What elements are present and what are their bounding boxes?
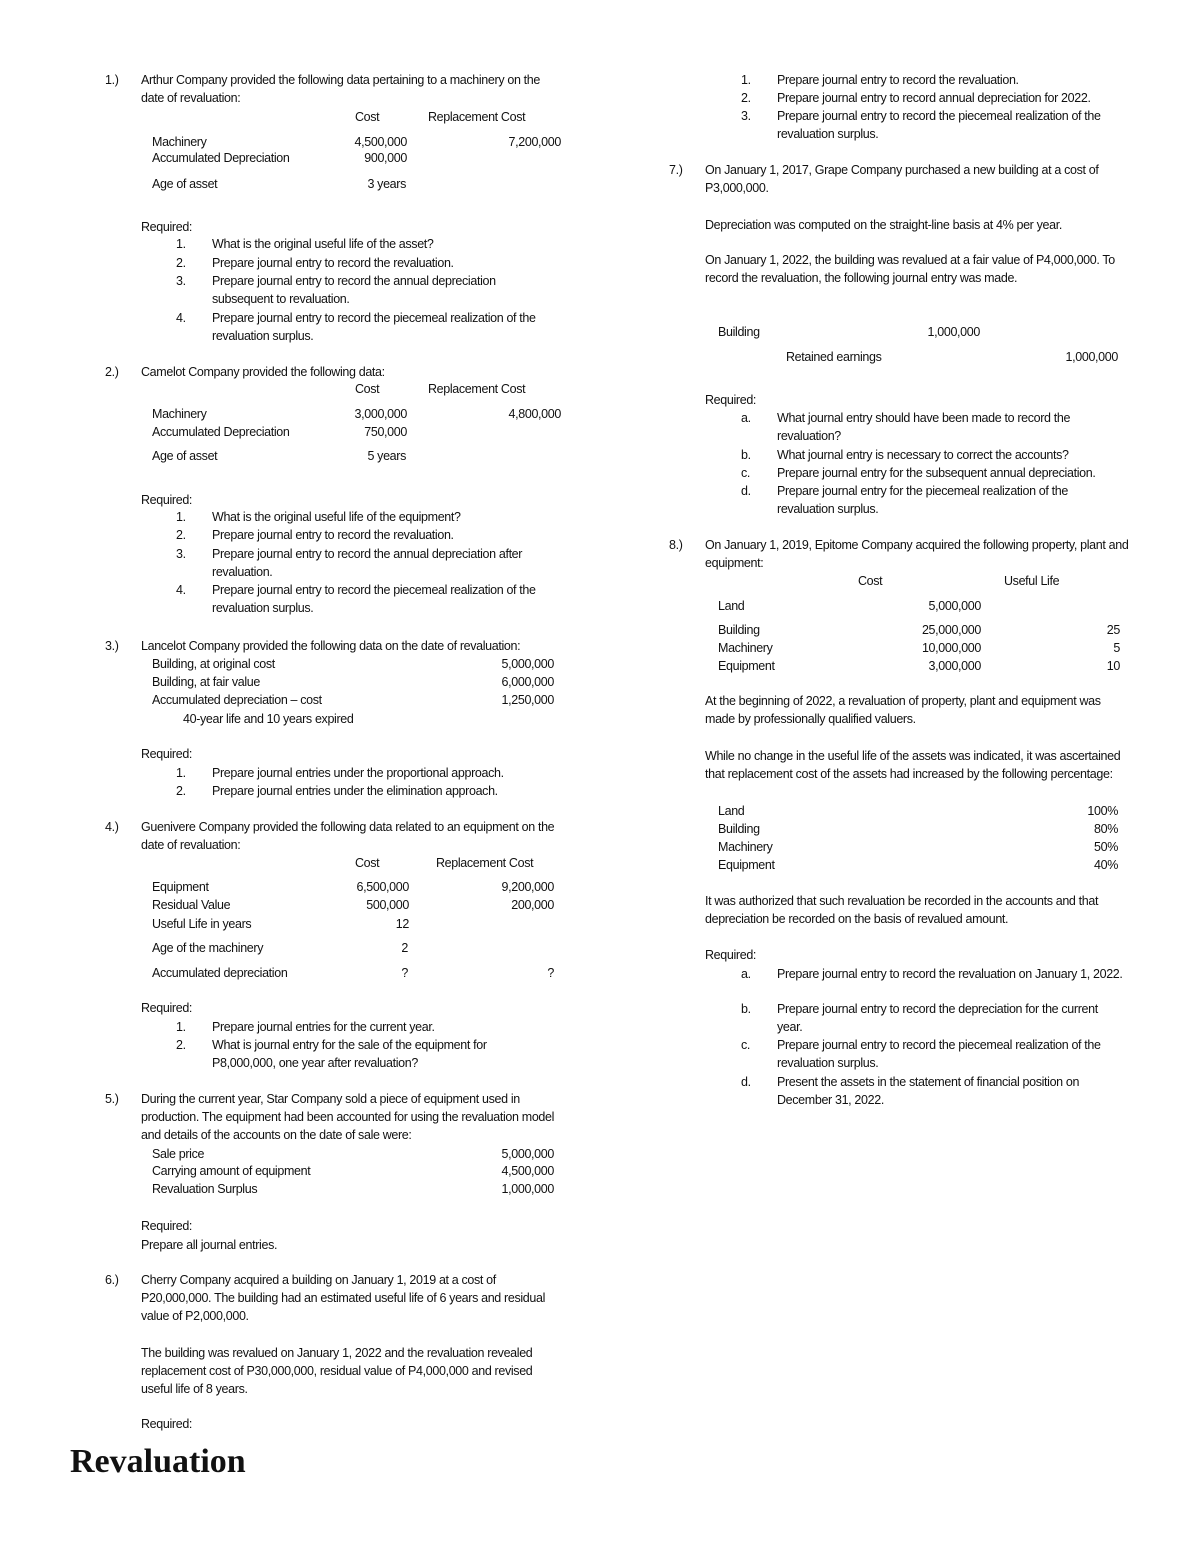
q6-item-number: 3. xyxy=(741,109,751,123)
q8-required: Required: xyxy=(705,948,757,962)
q8-text: At the beginning of 2022, a revaluation of property, plant and equipment was made by professionally qualified valuers. xyxy=(705,694,1101,726)
q8-row-cost: 10,000,000 xyxy=(921,641,981,655)
q2-row-label: Machinery xyxy=(152,407,207,421)
q4-row-cost: 12 xyxy=(395,917,409,931)
q8-text: It was authorized that such revaluation be recorded in the accounts and that depreciation be recorded on the basis of revalued amount. xyxy=(705,894,1099,926)
q5-row-label: Carrying amount of equipment xyxy=(152,1164,311,1178)
q4-item: What is journal entry for the sale of the equipment for P8,000,000, one year after revaluation? xyxy=(212,1038,487,1070)
q6-required: Required: xyxy=(141,1417,193,1431)
q7-entry-debit-account: Building xyxy=(718,325,760,339)
q8-item: Prepare journal entry to record the depreciation for the current year. xyxy=(777,1002,1098,1034)
q1-item-number: 1. xyxy=(176,237,186,251)
q1-item-number: 2. xyxy=(176,256,186,270)
q4-row-label: Residual Value xyxy=(152,898,231,912)
q5-number: 5.) xyxy=(105,1092,119,1106)
q8-row-life: 5 xyxy=(1113,641,1120,655)
q8-row-label: Land xyxy=(718,599,745,613)
q1-row-cost: 3 years xyxy=(367,177,406,191)
q8-pct-label: Land xyxy=(718,804,745,818)
q3-item: Prepare journal entries under the elimination approach. xyxy=(212,784,498,798)
q2-row-label: Accumulated Depreciation xyxy=(152,425,290,439)
q2-row-label: Age of asset xyxy=(152,449,218,463)
q4-required: Required: xyxy=(141,1001,193,1015)
q7-text: On January 1, 2022, the building was revalued at a fair value of P4,000,000. To record the revaluation, the following journal entry was made. xyxy=(705,253,1115,285)
q8-row-label: Machinery xyxy=(718,641,773,655)
q3-row-label: Accumulated depreciation – cost xyxy=(152,693,322,707)
q8-row-cost: 25,000,000 xyxy=(921,623,981,637)
q8-pct-label: Equipment xyxy=(718,858,775,872)
q2-row-replacement: 4,800,000 xyxy=(508,407,561,421)
q5-row-value: 4,500,000 xyxy=(501,1164,554,1178)
q6-text: Cherry Company acquired a building on January 1, 2019 at a cost of P20,000,000. The building had an estimated useful life of 6 years and residual value of P2,000,000. xyxy=(141,1273,546,1323)
q8-item: Present the assets in the statement of financial position on December 31, 2022. xyxy=(777,1075,1080,1107)
q4-text: Guenivere Company provided the following data related to an equipment on the date of revaluation: xyxy=(141,820,555,852)
q4-row-cost: 500,000 xyxy=(366,898,409,912)
q4-row-cost: 6,500,000 xyxy=(356,880,409,894)
q2-item-number: 2. xyxy=(176,528,186,542)
q1-item: What is the original useful life of the asset? xyxy=(212,237,434,251)
q6-item: Prepare journal entry to record the revaluation. xyxy=(777,73,1019,87)
q1-row-label: Age of asset xyxy=(152,177,218,191)
q1-row-label: Accumulated Depreciation xyxy=(152,151,290,165)
q8-pct-value: 40% xyxy=(1094,858,1118,872)
q8-text: On January 1, 2019, Epitome Company acquired the following property, plant and equipment: xyxy=(705,538,1129,570)
q3-required: Required: xyxy=(141,747,193,761)
q8-item-number: d. xyxy=(741,1075,751,1089)
q3-item-number: 1. xyxy=(176,766,186,780)
q4-row-replacement: ? xyxy=(547,966,554,980)
q3-text: Lancelot Company provided the following data on the date of revaluation: xyxy=(141,639,521,653)
q8-header-life: Useful Life xyxy=(1004,574,1060,588)
q7-item: Prepare journal entry for the piecemeal realization of the revaluation surplus. xyxy=(777,484,1068,516)
q7-item-number: b. xyxy=(741,448,751,462)
q7-text: Depreciation was computed on the straight-line basis at 4% per year. xyxy=(705,218,1062,232)
q2-item-number: 1. xyxy=(176,510,186,524)
q1-row-cost: 4,500,000 xyxy=(354,135,407,149)
q6-item: Prepare journal entry to record annual depreciation for 2022. xyxy=(777,91,1091,105)
q2-item: Prepare journal entry to record the revaluation. xyxy=(212,528,454,542)
q4-item-number: 2. xyxy=(176,1038,186,1052)
q6-text: The building was revalued on January 1, 2022 and the revaluation revealed replacement cost of P30,000,000, residual value of P4,000,000 and revised useful life of 8 years. xyxy=(141,1346,533,1396)
q5-row-label: Revaluation Surplus xyxy=(152,1182,258,1196)
q4-item-number: 1. xyxy=(176,1020,186,1034)
q8-text: While no change in the useful life of the assets was indicated, it was ascertained that replacement cost of the assets had increased by the following percentage: xyxy=(705,749,1121,781)
q8-number: 8.) xyxy=(669,538,683,552)
q7-entry-credit-account: Retained earnings xyxy=(786,350,882,364)
q1-item: Prepare journal entry to record the piecemeal realization of the revaluation surplus. xyxy=(212,311,536,343)
q8-pct-value: 50% xyxy=(1094,840,1118,854)
q1-row-replacement: 7,200,000 xyxy=(508,135,561,149)
q7-item: What journal entry should have been made to record the revaluation? xyxy=(777,411,1071,443)
q3-item: Prepare journal entries under the proportional approach. xyxy=(212,766,504,780)
q8-pct-value: 80% xyxy=(1094,822,1118,836)
q3-number: 3.) xyxy=(105,639,119,653)
q8-item-number: c. xyxy=(741,1038,751,1052)
q2-item-number: 4. xyxy=(176,583,186,597)
q4-row-label: Age of the machinery xyxy=(152,941,264,955)
q4-row-replacement: 200,000 xyxy=(511,898,554,912)
q6-item: Prepare journal entry to record the piecemeal realization of the revaluation surplus. xyxy=(777,109,1101,141)
q3-row-label: Building, at original cost xyxy=(152,657,275,671)
q6-item-number: 1. xyxy=(741,73,751,87)
q7-item-number: d. xyxy=(741,484,751,498)
q2-required: Required: xyxy=(141,493,193,507)
q4-item: Prepare journal entries for the current year. xyxy=(212,1020,435,1034)
q2-row-cost: 5 years xyxy=(367,449,406,463)
q3-item-number: 2. xyxy=(176,784,186,798)
page-title: Revaluation xyxy=(70,1443,246,1480)
q6-item-number: 2. xyxy=(741,91,751,105)
q2-row-cost: 3,000,000 xyxy=(354,407,407,421)
q2-header-cost: Cost xyxy=(355,382,380,396)
q7-item: What journal entry is necessary to correct the accounts? xyxy=(777,448,1069,462)
q2-item-number: 3. xyxy=(176,547,186,561)
q5-text: During the current year, Star Company sold a piece of equipment used in production. The equipment had been accounted for using the revaluation model and details of the accounts on the date of sale were: xyxy=(141,1092,555,1142)
q3-row-value: 6,000,000 xyxy=(501,675,554,689)
q2-text: Camelot Company provided the following data: xyxy=(141,365,385,379)
q2-item: What is the original useful life of the equipment? xyxy=(212,510,461,524)
q5-row-label: Sale price xyxy=(152,1147,205,1161)
q8-row-life: 10 xyxy=(1106,659,1120,673)
q2-number: 2.) xyxy=(105,365,119,379)
q1-item-number: 4. xyxy=(176,311,186,325)
q5-row-value: 5,000,000 xyxy=(501,1147,554,1161)
q5-required-text: Prepare all journal entries. xyxy=(141,1238,278,1252)
q2-item: Prepare journal entry to record the annual depreciation after revaluation. xyxy=(212,547,523,579)
q3-row-value: 1,250,000 xyxy=(501,693,554,707)
q7-number: 7.) xyxy=(669,163,683,177)
q4-row-label: Accumulated depreciation xyxy=(152,966,288,980)
q3-row-value: 5,000,000 xyxy=(501,657,554,671)
q4-row-label: Equipment xyxy=(152,880,209,894)
q6-number: 6.) xyxy=(105,1273,119,1287)
q4-row-cost: 2 xyxy=(401,941,408,955)
q2-header-replacement: Replacement Cost xyxy=(428,382,526,396)
q8-item-number: a. xyxy=(741,967,751,981)
q7-text: On January 1, 2017, Grape Company purchased a new building at a cost of P3,000,000. xyxy=(705,163,1099,195)
q8-row-life: 25 xyxy=(1106,623,1120,637)
q3-row-label: Building, at fair value xyxy=(152,675,260,689)
q4-row-cost: ? xyxy=(401,966,408,980)
q7-item-number: a. xyxy=(741,411,751,425)
q1-item: Prepare journal entry to record the annual depreciation subsequent to revaluation. xyxy=(212,274,496,306)
q8-header-cost: Cost xyxy=(858,574,883,588)
q1-header-replacement: Replacement Cost xyxy=(428,110,526,124)
q1-row-label: Machinery xyxy=(152,135,207,149)
q7-item-number: c. xyxy=(741,466,751,480)
q1-row-cost: 900,000 xyxy=(364,151,407,165)
q4-row-label: Useful Life in years xyxy=(152,917,252,931)
q1-item-number: 3. xyxy=(176,274,186,288)
q4-number: 4.) xyxy=(105,820,119,834)
q1-header-cost: Cost xyxy=(355,110,380,124)
q8-row-label: Building xyxy=(718,623,760,637)
q1-required: Required: xyxy=(141,220,193,234)
q4-row-replacement: 9,200,000 xyxy=(501,880,554,894)
q8-item-number: b. xyxy=(741,1002,751,1016)
q2-row-cost: 750,000 xyxy=(364,425,407,439)
q1-text: Arthur Company provided the following data pertaining to a machinery on the date of revaluation: xyxy=(141,73,541,105)
q8-item: Prepare journal entry to record the piecemeal realization of the revaluation surplus. xyxy=(777,1038,1101,1070)
q7-item: Prepare journal entry for the subsequent annual depreciation. xyxy=(777,466,1096,480)
q1-number: 1.) xyxy=(105,73,119,87)
q4-header-cost: Cost xyxy=(355,856,380,870)
q4-header-replacement: Replacement Cost xyxy=(436,856,534,870)
q8-row-cost: 3,000,000 xyxy=(928,659,981,673)
q1-item: Prepare journal entry to record the revaluation. xyxy=(212,256,454,270)
q8-row-cost: 5,000,000 xyxy=(928,599,981,613)
q8-pct-label: Building xyxy=(718,822,760,836)
q5-required: Required: xyxy=(141,1219,193,1233)
q8-row-label: Equipment xyxy=(718,659,775,673)
q7-entry-debit-amount: 1,000,000 xyxy=(927,325,980,339)
q7-entry-credit-amount: 1,000,000 xyxy=(1065,350,1118,364)
q3-note: 40-year life and 10 years expired xyxy=(183,712,354,726)
q5-row-value: 1,000,000 xyxy=(501,1182,554,1196)
q8-pct-value: 100% xyxy=(1087,804,1118,818)
q8-item: Prepare journal entry to record the revaluation on January 1, 2022. xyxy=(777,967,1123,981)
q8-pct-label: Machinery xyxy=(718,840,773,854)
q2-item: Prepare journal entry to record the piecemeal realization of the revaluation surplus. xyxy=(212,583,536,615)
q7-required: Required: xyxy=(705,393,757,407)
